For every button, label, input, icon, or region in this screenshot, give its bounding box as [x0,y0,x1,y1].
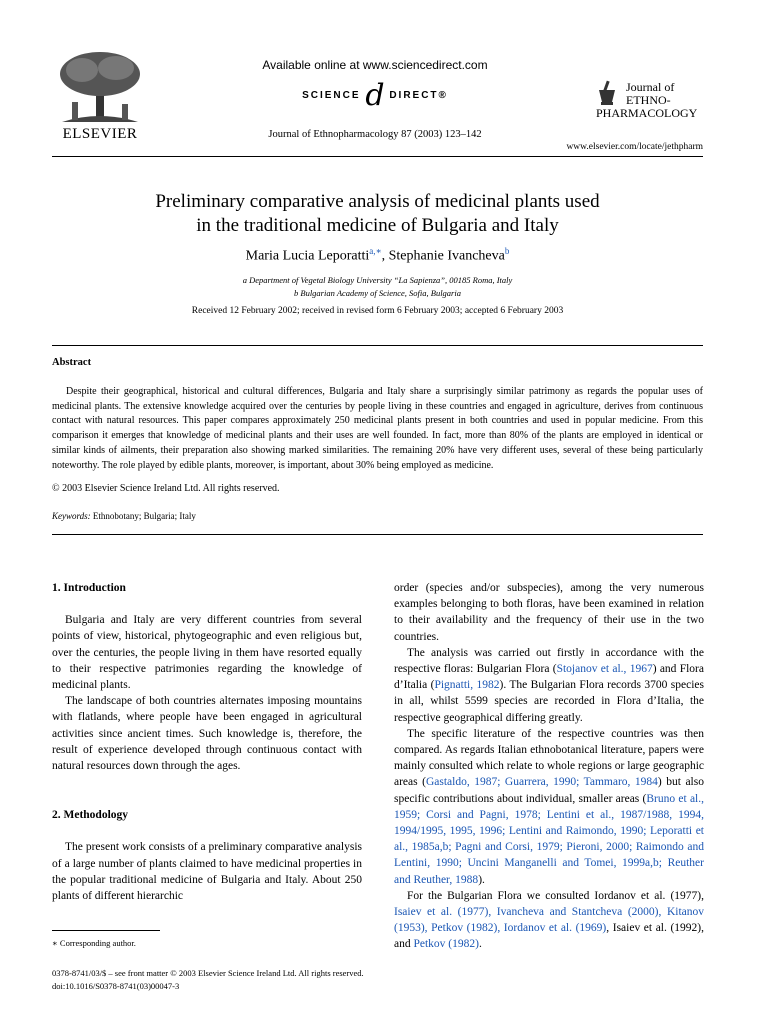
text: ) and Flora d’Italia ( [394,663,704,692]
sciencedirect-mark: d [365,78,385,113]
journal-logo-line2: ETHNO- [626,93,671,107]
corresponding-author-note: ∗ Corresponding author. [52,938,136,948]
affiliation-b: b Bulgarian Academy of Science, Sofia, Bulgaria [294,288,461,298]
sciencedirect-left: SCIENCE [302,90,361,102]
section-heading-introduction: 1. Introduction [52,582,126,594]
affiliation-a: a Department of Vegetal Biology University “La Sapienza”, 00185 Roma, Italy [242,275,513,285]
intro-paragraph-2: The landscape of both countries alternates imposing mountains with flatlands, where people have been engaged in agricultural activities since ancient times. Such knowledge is, therefore, the result of experience developed through continuous contact with natural resources down through the ages. [52,695,362,773]
issn-line: 0378-8741/03/$ – see front matter © 2003 Elsevier Science Ireland Ltd. All rights reserved. [52,968,364,978]
abstract-body: Despite their geographical, historical and cultural differences, Bulgaria and Italy share a surprisingly similar patrimony as regards the popular uses of medicinal plants. The extensive knowledge acquired over the centuries by people living in these countries and engaged in agriculture, derives from continuous contact with natural resources. This paper compares approximately 250 medicinal plants present in both countries and used in popular medicine. From this comparison it emerges that knowledge of medicinal plants and their uses are well founded. In fact, more than 80% of the plants are employed in identical or similar kinds of ailments, their preparation also showing marked similarities. The remaining 20% have very different uses, several of these being particularly noteworthy. The role played by edible plants, moreover, is important, about 30% being employed as medicine. [52,386,703,471]
author-separator: , [381,248,389,264]
available-online-link[interactable]: Available online at www.sciencedirect.com [262,58,488,72]
method-paragraph-2: order (species and/or subspecies), among the very numerous examples belonging to both floras, have been examined in relation to their availability and the frequency of their use in the two countries. [394,582,704,643]
abstract-top-divider [52,345,703,346]
elsevier-tree-logo-icon [52,50,148,128]
sciencedirect-right: DIRECT® [389,90,448,102]
article-dates: Received 12 February 2002; received in revised form 6 February 2003; accepted 6 February 2003 [191,306,564,316]
section-heading-methodology: 2. Methodology [52,809,129,822]
citation-link[interactable]: Pignatti, 1982 [434,679,500,692]
citation-link[interactable]: Petkov (1982) [413,938,479,951]
citation-link[interactable]: Gastaldo, 1987; Guarrera, 1990; Tammaro, 1984 [425,776,658,789]
footnote-divider [52,930,160,931]
journal-url-link[interactable]: www.elsevier.com/locate/jethpharm [566,142,703,152]
author-list [52,246,703,265]
publisher-name: ELSEVIER [62,126,138,142]
method-paragraph-3 [394,645,704,726]
article-title [52,190,703,238]
text: For the Bulgarian Flora we consulted Iordanov et al. (1977), [407,889,704,902]
method-paragraph-1: The present work consists of a preliminary comparative analysis of a large number of plants claimed to have medicinal properties in the popular traditional medicine of Bulgaria and Italy. About 250 plants of different hierarchic [52,841,362,903]
right-column [394,580,704,953]
citation-link[interactable]: Bruno et al., 1959; Corsi and Pagni, 1978; Lentini et al., 1987/1988, 1994, 1994/1995, 1995, 1996; Lentini and Raimondo, 1990; Leporatti et al., 1985a,b; Pagni and Corsi, 1979; Pieroni, 2000; Raimondo and Lentini, 1990; Uncini Manganelli and Tomei, 1999a,b; Reuther and Reuther, 1988 [394,792,704,886]
journal-logo [596,80,708,124]
header-divider [52,156,703,157]
citation-link[interactable]: Isaiev et al. (1977), Ivancheva and Stantcheva (2000), Kitanov (1953), Petkov (1982), Iordanov et al. (1969) [394,906,704,935]
author-2-affil-marks[interactable]: b [504,246,510,256]
keywords-label: Keywords: [52,511,91,521]
author-2: Stephanie Ivancheva [388,248,505,264]
journal-logo-line1: Journal of [626,80,675,94]
abstract-copyright: © 2003 Elsevier Science Ireland Ltd. All rights reserved. [52,483,280,494]
text: ). [478,873,485,886]
doi-line[interactable]: doi:10.1016/S0378-8741(03)00047-3 [52,981,180,991]
method-paragraph-5 [394,888,704,953]
text: The specific literature of the respective countries was then compared. As regards Italian ethnobotanical literature, papers were mainly consulted which relate to whole regions or large geographic areas ( [394,727,704,789]
abstract-bottom-divider [52,534,703,535]
text: ) but also specific contributions about individual, smaller areas ( [394,776,704,805]
intro-paragraph-1: Bulgaria and Italy are very different countries from several points of view, historical, phytogeographic and even religious but, over the centuries, the people living in them have resorted equally to their respective patrimonies regarding the knowledge of medicinal plants. [52,614,362,692]
text: , Isaiev et al. (1992), and [394,922,705,951]
text: The analysis was carried out firstly in accordance with the respective floras: Bulgarian Flora ( [394,646,704,676]
abstract-heading: Abstract [52,357,92,368]
author-1-affil-marks[interactable]: a,∗ [369,246,382,256]
method-paragraph-4 [394,726,704,888]
left-column [52,580,362,904]
journal-citation: Journal of Ethnopharmacology 87 (2003) 123–142 [268,129,482,140]
citation-link[interactable]: Stojanov et al., 1967 [556,663,653,676]
journal-logo-line3: PHARMACOLOGY [596,106,698,120]
sciencedirect-logo-icon [270,78,480,113]
title-line-2: in the traditional medicine of Bulgaria and Italy [196,215,559,236]
keywords [52,511,196,521]
journal-mortar-logo-icon [596,80,618,106]
text: ). The Bulgarian Flora records 3700 species in all, whilst 5599 species are recorded in Flora d’Italia, the respective geographical differing greatly. [394,679,704,724]
title-line-1: Preliminary comparative analysis of medicinal plants used [155,191,600,212]
author-1: Maria Lucia Leporatti [245,248,370,264]
text: . [478,938,482,951]
keywords-list: Ethnobotany; Bulgaria; Italy [92,511,196,521]
